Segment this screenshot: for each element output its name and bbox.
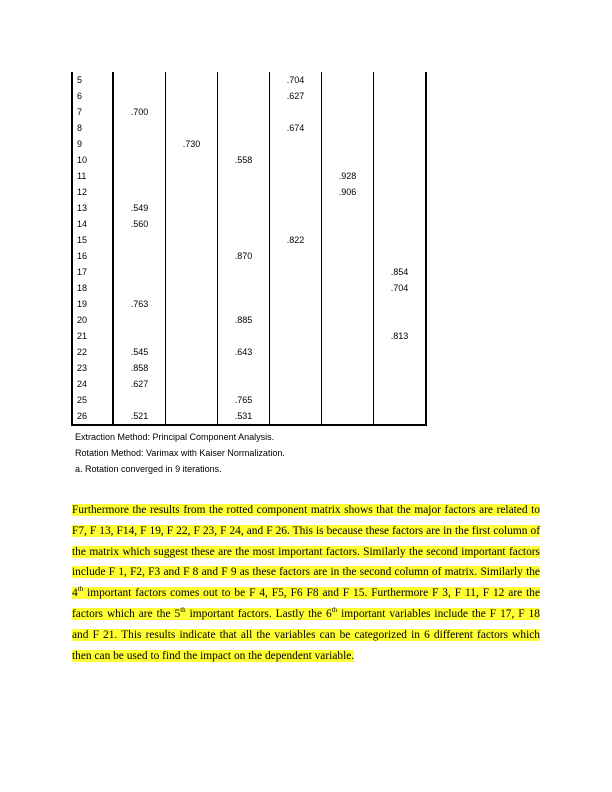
loading-cell	[218, 104, 270, 120]
table-row	[72, 72, 426, 88]
paragraph-text: important factors comes out to be F 4, F5, F6 F8 and F 15. Furthermore F 3, F 11, F 12 are the factors which are the 5	[72, 587, 540, 620]
row-label: 17	[72, 264, 113, 280]
loading-cell: .549	[113, 200, 166, 216]
row-label: 10	[72, 152, 113, 168]
loading-cell: .704	[374, 280, 427, 296]
row-label: 24	[72, 376, 113, 392]
loading-cell	[113, 168, 166, 184]
loading-cell: .906	[322, 184, 374, 200]
loading-cell	[374, 392, 427, 408]
table-row	[72, 280, 426, 296]
loading-cell	[166, 200, 218, 216]
loading-cell	[218, 168, 270, 184]
loading-cell	[113, 72, 166, 88]
loading-cell	[113, 312, 166, 328]
loading-cell	[322, 248, 374, 264]
loading-cell	[166, 296, 218, 312]
loading-cell	[218, 376, 270, 392]
loading-cell	[166, 152, 218, 168]
loading-cell	[166, 232, 218, 248]
loading-cell: .763	[113, 296, 166, 312]
loading-cell: .730	[166, 136, 218, 152]
loading-cell	[218, 232, 270, 248]
loading-cell	[270, 408, 322, 425]
row-label: 15	[72, 232, 113, 248]
loading-cell	[270, 392, 322, 408]
loading-cell	[374, 72, 427, 88]
loading-cell	[166, 104, 218, 120]
loading-cell	[166, 344, 218, 360]
row-label: 22	[72, 344, 113, 360]
loading-cell: .704	[270, 72, 322, 88]
table-row	[72, 152, 426, 168]
loading-cell	[270, 216, 322, 232]
loading-cell	[166, 88, 218, 104]
loading-cell	[374, 120, 427, 136]
loading-cell	[374, 312, 427, 328]
loading-cell: .765	[218, 392, 270, 408]
table-row	[72, 344, 426, 360]
row-label: 23	[72, 360, 113, 376]
rotated-component-matrix	[71, 72, 427, 426]
loading-cell	[270, 200, 322, 216]
loading-cell	[113, 280, 166, 296]
loading-cell	[218, 136, 270, 152]
loading-cell	[218, 216, 270, 232]
loading-cell	[113, 232, 166, 248]
rotation-converged-note: a. Rotation converged in 9 iterations.	[75, 464, 222, 474]
ordinal-superscript: th	[180, 606, 186, 615]
loading-cell	[270, 152, 322, 168]
loading-cell	[322, 360, 374, 376]
loading-cell	[113, 136, 166, 152]
loading-cell	[218, 264, 270, 280]
extraction-method-note: Extraction Method: Principal Component Analysis.	[75, 432, 275, 442]
loading-cell: .700	[113, 104, 166, 120]
loading-cell	[113, 184, 166, 200]
loading-cell: .854	[374, 264, 427, 280]
row-label: 13	[72, 200, 113, 216]
row-label: 20	[72, 312, 113, 328]
loading-cell	[218, 88, 270, 104]
loading-cell	[270, 104, 322, 120]
loading-cell: .531	[218, 408, 270, 425]
table-row	[72, 184, 426, 200]
loading-cell: .858	[113, 360, 166, 376]
loading-cell	[113, 392, 166, 408]
loading-cell: .521	[113, 408, 166, 425]
ordinal-superscript: th	[331, 606, 338, 615]
table-row	[72, 376, 426, 392]
loading-cell	[374, 232, 427, 248]
loading-cell	[166, 264, 218, 280]
ordinal-superscript: th	[77, 585, 84, 594]
loading-cell: .560	[113, 216, 166, 232]
analysis-paragraph	[72, 500, 540, 666]
rotation-method-note: Rotation Method: Varimax with Kaiser Normalization.	[75, 448, 285, 458]
loading-cell	[270, 280, 322, 296]
row-label: 5	[72, 72, 113, 88]
loading-cell	[322, 376, 374, 392]
table-row	[72, 120, 426, 136]
table-row	[72, 392, 426, 408]
loading-cell: .674	[270, 120, 322, 136]
loading-cell	[166, 360, 218, 376]
loading-cell: .813	[374, 328, 427, 344]
row-label: 14	[72, 216, 113, 232]
loading-cell	[166, 312, 218, 328]
loading-cell	[322, 392, 374, 408]
loading-cell: .643	[218, 344, 270, 360]
table-row	[72, 88, 426, 104]
loading-cell	[322, 200, 374, 216]
loading-cell	[113, 152, 166, 168]
loading-cell	[322, 216, 374, 232]
loading-cell	[322, 120, 374, 136]
loading-cell	[322, 88, 374, 104]
loading-cell	[374, 296, 427, 312]
loading-cell	[113, 120, 166, 136]
loading-cell	[166, 376, 218, 392]
row-label: 7	[72, 104, 113, 120]
loading-cell	[374, 408, 427, 425]
loading-cell	[113, 88, 166, 104]
loading-cell	[322, 136, 374, 152]
loading-cell: .627	[113, 376, 166, 392]
paragraph-text: important variables include the F 17, F 18 and F 21. This results indicate that all the variables can be categorized in 6 different factors which then can be used to find the impact on the dependent variable.	[72, 607, 540, 662]
loading-cell	[322, 344, 374, 360]
row-label: 8	[72, 120, 113, 136]
row-label: 18	[72, 280, 113, 296]
loading-cell	[166, 392, 218, 408]
loading-cell: .928	[322, 168, 374, 184]
loading-cell: .885	[218, 312, 270, 328]
table-row	[72, 360, 426, 376]
loading-cell	[218, 328, 270, 344]
loading-cell	[270, 312, 322, 328]
highlighted-text	[72, 504, 540, 662]
table-row	[72, 328, 426, 344]
loading-cell: .545	[113, 344, 166, 360]
loading-cell: .558	[218, 152, 270, 168]
row-label: 12	[72, 184, 113, 200]
loading-cell	[218, 280, 270, 296]
loading-cell	[218, 184, 270, 200]
loading-cell	[166, 120, 218, 136]
loading-cell	[218, 296, 270, 312]
loading-cell	[322, 72, 374, 88]
loading-cell	[374, 136, 427, 152]
loading-cell	[270, 248, 322, 264]
row-label: 26	[72, 408, 113, 425]
loading-cell: .627	[270, 88, 322, 104]
table-row	[72, 136, 426, 152]
table-row	[72, 168, 426, 184]
table-row	[72, 200, 426, 216]
loading-cell	[270, 296, 322, 312]
loading-cell	[270, 360, 322, 376]
row-label: 25	[72, 392, 113, 408]
loading-cell	[322, 296, 374, 312]
loading-cell	[374, 104, 427, 120]
loading-cell	[374, 216, 427, 232]
loading-cell	[166, 72, 218, 88]
loading-cell	[218, 360, 270, 376]
loading-cell	[374, 200, 427, 216]
loading-cell	[270, 184, 322, 200]
table-row	[72, 312, 426, 328]
loading-cell	[322, 152, 374, 168]
loading-cell	[322, 328, 374, 344]
loading-cell	[374, 184, 427, 200]
loading-cell	[374, 248, 427, 264]
loading-cell	[270, 264, 322, 280]
loading-cell	[374, 344, 427, 360]
loading-cell	[166, 328, 218, 344]
loading-cell	[322, 264, 374, 280]
loading-cell: .822	[270, 232, 322, 248]
row-label: 6	[72, 88, 113, 104]
loading-cell	[166, 184, 218, 200]
loading-cell: .870	[218, 248, 270, 264]
loading-cell	[113, 264, 166, 280]
loading-cell	[374, 168, 427, 184]
table-row	[72, 264, 426, 280]
loading-cell	[270, 168, 322, 184]
loading-cell	[374, 376, 427, 392]
loading-cell	[270, 136, 322, 152]
loading-cell	[166, 248, 218, 264]
table-row	[72, 216, 426, 232]
loading-cell	[270, 328, 322, 344]
loading-cell	[218, 120, 270, 136]
loading-cell	[270, 376, 322, 392]
loading-cell	[322, 280, 374, 296]
loading-cell	[166, 168, 218, 184]
loading-cell	[374, 88, 427, 104]
loading-cell	[113, 248, 166, 264]
loading-cell	[166, 216, 218, 232]
paragraph-text: Furthermore the results from the rotted component matrix shows that the major factors are related to F7, F 13, F14, F 19, F 22, F 23, F 24, and F 26. This is because these factors are in the first column of the matrix which suggest these are the most important factors. Similarly the second important factors include F 1, F2, F3 and F 8 and F 9 as these factors are in the second column of matrix. Similarly the 4	[72, 504, 540, 600]
table-row	[72, 104, 426, 120]
loading-cell	[218, 200, 270, 216]
row-label: 16	[72, 248, 113, 264]
loading-cell	[166, 408, 218, 425]
loading-cell	[322, 232, 374, 248]
row-label: 21	[72, 328, 113, 344]
loading-cell	[322, 312, 374, 328]
matrix-body	[72, 72, 426, 425]
row-label: 11	[72, 168, 113, 184]
table-row	[72, 248, 426, 264]
loading-cell	[218, 72, 270, 88]
loading-cell	[322, 408, 374, 425]
table-row	[72, 408, 426, 425]
loading-cell	[166, 280, 218, 296]
loading-cell	[322, 104, 374, 120]
row-label: 9	[72, 136, 113, 152]
loading-cell	[113, 328, 166, 344]
table-row	[72, 296, 426, 312]
loading-cell	[270, 344, 322, 360]
table-row	[72, 232, 426, 248]
loading-cell	[374, 360, 427, 376]
paragraph-text: important factors. Lastly the 6	[185, 607, 332, 620]
loading-cell	[374, 152, 427, 168]
row-label: 19	[72, 296, 113, 312]
